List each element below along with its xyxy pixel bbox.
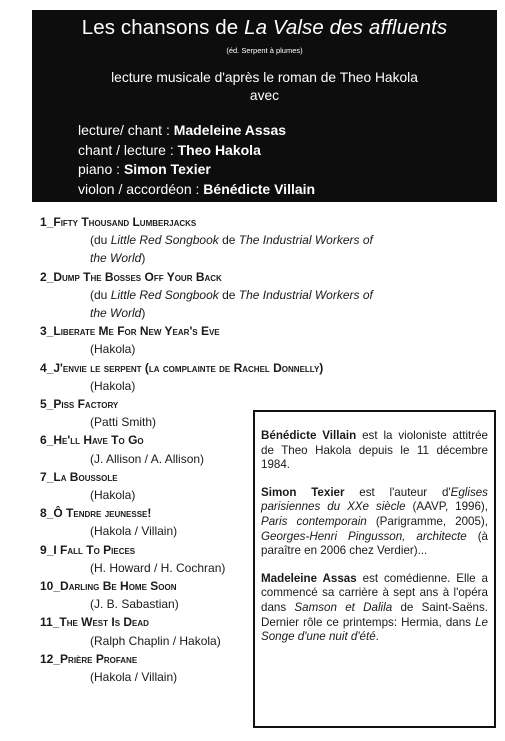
note-text: ): [141, 251, 146, 266]
track-number: 2_: [40, 269, 54, 284]
track-number: 7_: [40, 469, 54, 484]
track-item: [40, 213, 380, 268]
credit-name: Theo Hakola: [177, 141, 261, 158]
track-name: Liberate Me For New Year's Eve: [53, 324, 220, 339]
bio-book-title: Paris contemporain: [261, 514, 367, 528]
track-note: (Hakola): [90, 488, 136, 503]
track-item: [40, 268, 380, 323]
track-note: (Hakola): [90, 378, 136, 393]
bio-book-title: Georges-Henri Pingusson, architecte: [261, 529, 467, 543]
track-number: 4_: [40, 360, 54, 375]
track-name: Fifty Thousand Lumberjacks: [53, 215, 197, 229]
credit-name: Simon Texier: [123, 161, 211, 177]
page-title: [32, 16, 497, 40]
title-prefix: Les chansons de: [81, 16, 245, 39]
bio-villain: [261, 429, 488, 473]
track-name: Piss Factory: [53, 397, 119, 412]
track-title: [40, 213, 380, 231]
bio-box: [253, 410, 496, 728]
track-name: Dump The Bosses Off Your Back: [53, 269, 222, 284]
track-number: 3_: [40, 324, 54, 339]
bio-assas: [261, 572, 488, 645]
track-note: (J. B. Sabastian): [90, 597, 179, 612]
edition-note: (éd. Serpent à plumes): [226, 46, 303, 55]
credit-role: chant / lecture :: [78, 141, 178, 158]
track-note: (J. Allison / A. Allison): [90, 451, 205, 466]
track-note: (Patti Smith): [90, 415, 157, 430]
track-name: Prière Profane: [60, 651, 138, 666]
note-union: The Industrial Workers of the World: [90, 233, 373, 266]
track-name: Ô Tendre jeunesse!: [53, 506, 152, 521]
track-item: [40, 322, 380, 358]
track-item: [40, 359, 380, 395]
bio-work-title: Samson et Dalila: [294, 600, 393, 614]
bio-text: de Saint-Saëns. Dernier rôle ce printemps: Hermia, dans: [261, 600, 488, 629]
subtitle: [32, 69, 497, 105]
header-banner: [32, 10, 497, 202]
credit-name: Bénédicte Villain: [203, 180, 316, 197]
note-union: The Industrial Workers of the World: [90, 287, 373, 321]
track-number: 10_: [40, 579, 61, 594]
track-note: (Hakola): [90, 342, 136, 357]
note-text: (du: [90, 287, 111, 302]
track-number: 1_: [40, 215, 54, 229]
note-text: ): [141, 306, 146, 321]
note-text: (du: [90, 233, 111, 248]
track-name: He'll Have To Go: [53, 433, 144, 448]
bio-name: Simon Texier: [261, 485, 345, 499]
bio-text: est comédienne. Elle a commencé sa carrière à sept ans à l'opéra dans: [261, 571, 488, 614]
note-songbook: Little Red Songbook: [110, 233, 219, 248]
track-title: [40, 359, 380, 377]
subtitle-line-2: avec: [249, 88, 280, 103]
track-note: (Hakola / Villain): [90, 524, 178, 539]
bio-texier: [261, 486, 488, 559]
bio-text: (AAVP, 1996),: [405, 500, 488, 514]
credit-role: piano :: [78, 161, 124, 177]
track-name: I Fall To Pieces: [53, 542, 136, 557]
track-number: 12_: [40, 651, 61, 666]
bio-text: est la violoniste attitrée de Theo Hakola depuis le 11 décembre 1984.: [261, 429, 488, 472]
track-note: (Hakola / Villain): [90, 670, 178, 685]
bio-text: (à paraître en 2006 chez Verdier)...: [261, 529, 489, 558]
subtitle-line-1: lecture musicale d'après le roman de Theo Hakola: [111, 70, 418, 85]
track-name: Darling Be Home Soon: [60, 579, 177, 594]
track-note: [90, 286, 380, 322]
track-name: J'envie le serpent (la complainte de Rachel Donnelly): [53, 360, 324, 375]
title-book: La Valse des affluents: [244, 16, 448, 39]
credit-line: [78, 160, 315, 180]
bio-text: est l'auteur d': [344, 485, 451, 499]
track-note: (H. Howard / H. Cochran): [90, 560, 226, 575]
track-number: 6_: [40, 433, 54, 448]
bio-work-title: Le Songe d'une nuit d'été: [261, 615, 488, 644]
bio-text: (Parigramme, 2005),: [366, 514, 488, 528]
note-text: de: [218, 233, 239, 248]
track-name: The West Is Dead: [59, 615, 149, 630]
note-text: de: [218, 287, 239, 302]
track-note: [90, 231, 380, 267]
bio-book-title: Eglises parisiennes du XXe siècle: [261, 485, 488, 514]
track-title: [40, 268, 380, 286]
credit-line: [78, 180, 315, 200]
track-title: [40, 322, 380, 340]
bio-text: .: [375, 630, 379, 644]
credit-line: [78, 121, 315, 141]
credits-list: [78, 121, 315, 199]
credit-role: lecture/ chant :: [78, 122, 174, 138]
credit-name: Madeleine Assas: [173, 122, 287, 138]
bio-name: Madeleine Assas: [261, 571, 357, 585]
credit-role: violon / accordéon :: [78, 180, 204, 197]
credit-line: [78, 141, 315, 161]
bio-name: Bénédicte Villain: [261, 429, 357, 442]
track-number: 11_: [40, 615, 60, 630]
track-number: 8_: [40, 506, 54, 521]
track-note: (Ralph Chaplin / Hakola): [90, 633, 221, 648]
track-number: 5_: [40, 397, 54, 412]
track-name: La Boussole: [53, 469, 118, 484]
note-songbook: Little Red Songbook: [110, 287, 219, 302]
track-number: 9_: [40, 542, 54, 557]
